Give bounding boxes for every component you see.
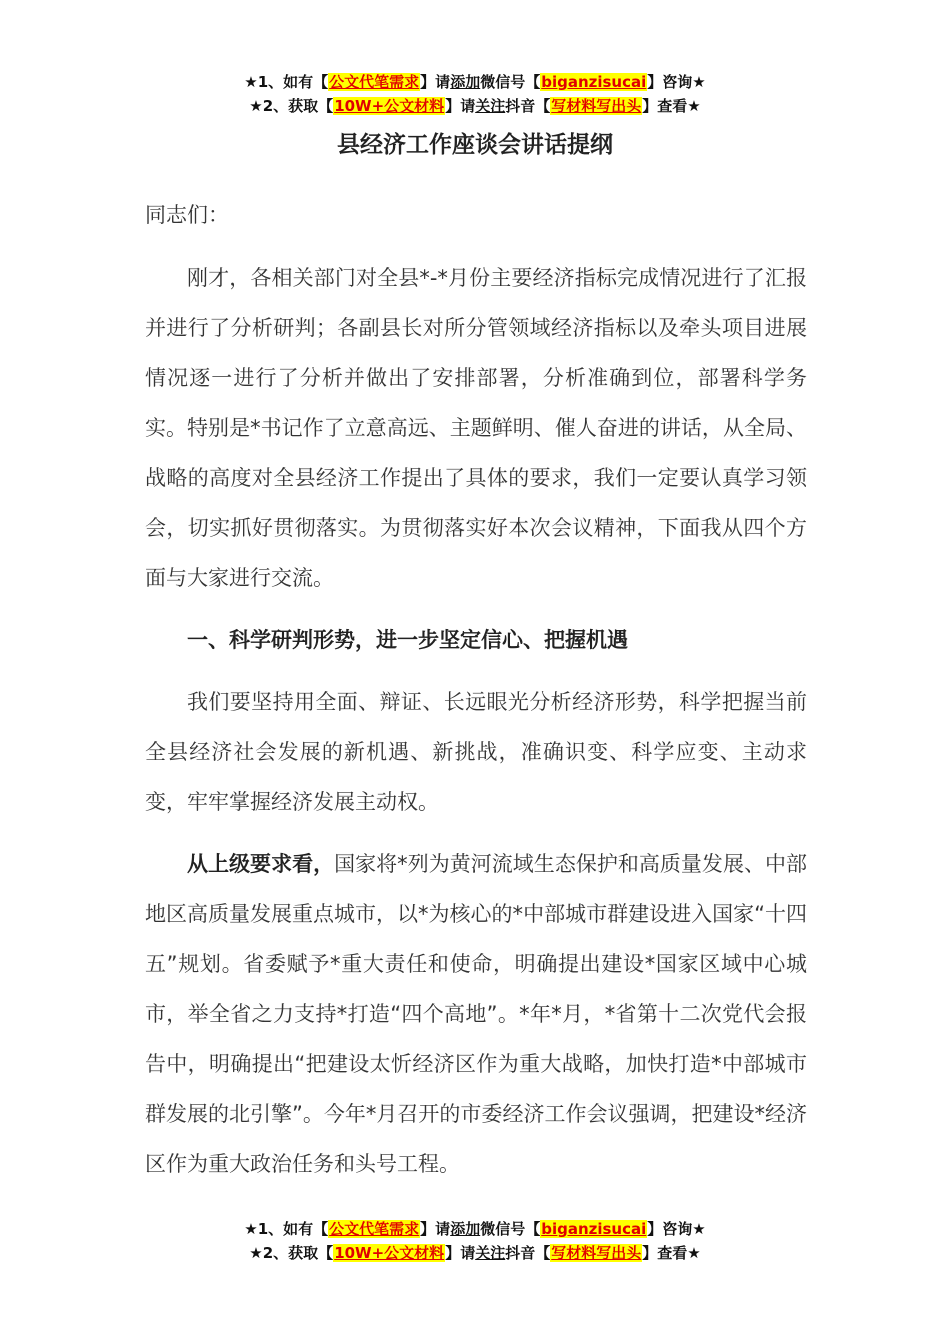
promo-banner-top [0,70,950,118]
highlight-writing-service: 公文代笔需求 [329,73,420,91]
highlight-materials: 10W+公文材料 [334,97,445,115]
highlight-wechat-id: biganzisucai [541,1220,647,1238]
highlight-wechat-id: biganzisucai [541,73,647,91]
highlight-materials: 10W+公文材料 [334,1244,445,1262]
greeting: 同志们： [145,203,229,227]
highlight-douyin-account: 写材料写出头 [551,1244,642,1262]
promo-line-2: ★2、获取【10W+公文材料】请关注抖音【写材料写出头】查看★ [249,1244,701,1262]
highlight-douyin-account: 写材料写出头 [551,97,642,115]
paragraph-lead: 从上级要求看， [187,852,335,876]
paragraph-intro: 刚才，各相关部门对全县*-*月份主要经济指标完成情况进行了汇报并进行了分析研判；各副县长对所分管领域经济指标以及牵头项目进展情况逐一进行了分析并做出了安排部署，分析准确到位，部署科学务实。特别是*书记作了立意高远、主题鲜明、催人奋进的讲话，从全局、战略的高度对全县经济工作提出了具体的要求，我们一定要认真学习领会，切实抓好贯彻落实。为贯彻落实好本次会议精神，下面我从四个方面与大家进行交流。 [145,266,807,590]
promo-line-2: ★2、获取【10W+公文材料】请关注抖音【写材料写出头】查看★ [249,97,701,115]
promo-line-1: ★1、如有【公文代笔需求】请添加微信号【biganzisucai】咨询★ [244,1220,706,1238]
promo-banner-bottom [0,1217,950,1265]
document-body [145,190,807,1189]
document-title: 县经济工作座谈会讲话提纲 [337,132,613,158]
paragraph-situation: 我们要坚持用全面、辩证、长远眼光分析经济形势，科学把握当前全县经济社会发展的新机遇、新挑战，准确识变、科学应变、主动求变，牢牢掌握经济发展主动权。 [145,690,807,814]
highlight-writing-service: 公文代笔需求 [329,1220,420,1238]
section-heading-1: 一、科学研判形势，进一步坚定信心、把握机遇 [187,628,628,652]
paragraph-superior-requirements: 从上级要求看，国家将*列为黄河流域生态保护和高质量发展、中部地区高质量发展重点城市，以*为核心的*中部城市群建设进入国家“十四五”规划。省委赋予*重大责任和使命，明确提出建设*国家区域中心城市，举全省之力支持*打造“四个高地”。*年*月，*省第十二次党代会报告中，明确提出“把建设太忻经济区作为重大战略，加快打造*中部城市群发展的北引擎”。今年*月召开的市委经济工作会议强调，把建设*经济区作为重大政治任务和头号工程。 [145,852,808,1176]
promo-line-1: ★1、如有【公文代笔需求】请添加微信号【biganzisucai】咨询★ [244,73,706,91]
